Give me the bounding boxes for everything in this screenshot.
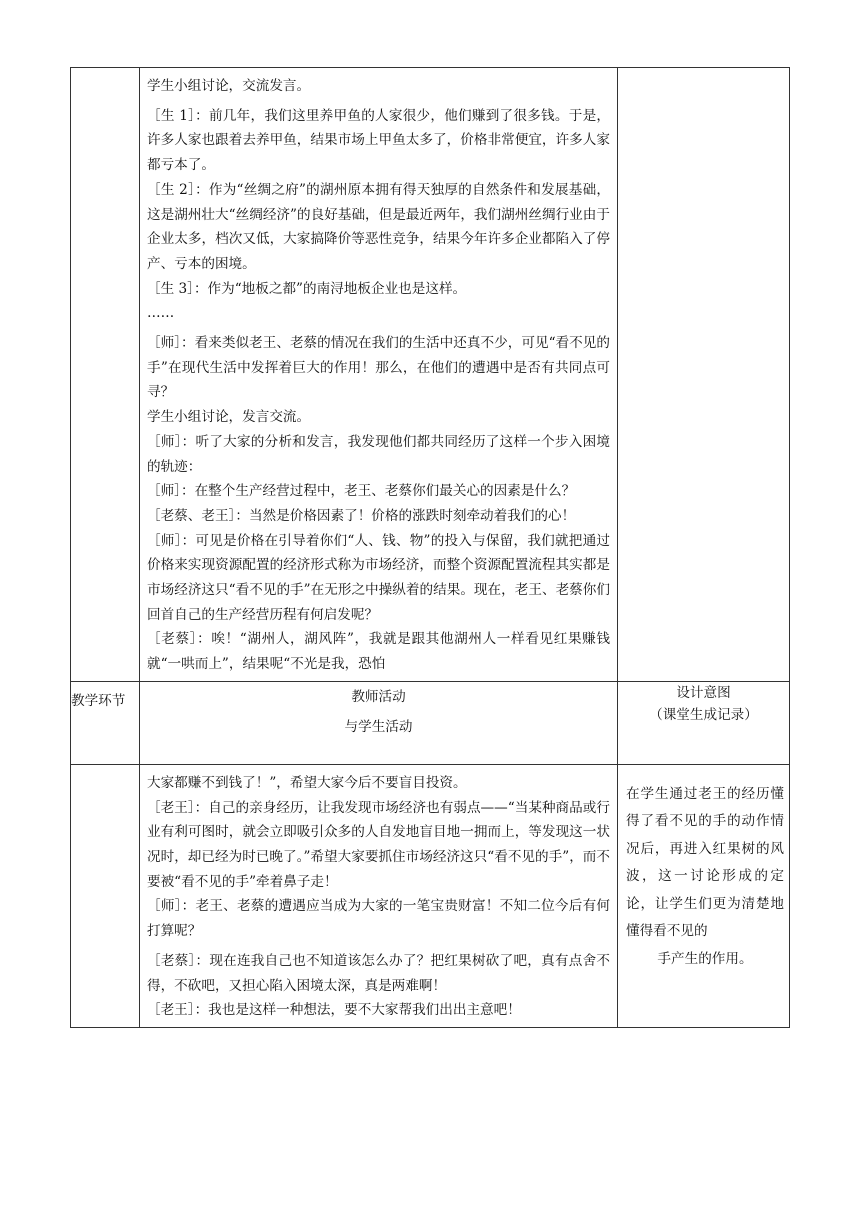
design-note	[618, 765, 789, 978]
paragraph: 学生小组讨论，交流发言。	[147, 78, 311, 94]
header-design	[618, 681, 790, 764]
activity-text	[140, 765, 617, 1027]
paragraph: ［老王］：我也是这样一种想法，要不大家帮我们出出主意吧！	[147, 1002, 521, 1019]
paragraph: ［生 2］：作为“丝绸之府”的湖州原本拥有得天独厚的自然条件和发展基础，这是湖州壮大“丝绸经济”的良好基础，但是最近两年，我们湖州丝绸行业由于企业太多，档次又低，大家搞降价等恶性竞争，结果今年许多企业都陷入了停产、亏本的困境。	[147, 181, 610, 272]
paragraph: ［老蔡］：唉！“湖州人，湖风阵”，我就是跟其他湖州人一样看见红果赚钱就“一哄而上”，结果呢“不光是我，恐怕	[147, 631, 610, 673]
paragraph: ［师］：可见是价格在引导着你们“人、钱、物”的投入与保留，我们就把通过价格来实现资源配置的经济形式称为市场经济，而整个资源配置流程其实都是市场经济这只“看不见的手”在无形之中操纵着的结果。现在，老王、老蔡你们回首自己的生产经营历程有何启发呢？	[147, 532, 610, 623]
paragraph: ［老蔡］：现在连我自己也不知道该怎么办了？把红果树砍了吧，真有点舍不得，不砍吧，又担心陷入困境太深，真是两难啊！	[147, 952, 610, 994]
continuation-row	[71, 68, 790, 682]
lesson-plan-table	[70, 67, 790, 1028]
paragraph: ［生 1］：前几年，我们这里养甲鱼的人家很少，他们赚到了很多钱。于是，许多人家也跟着去养甲鱼，结果市场上甲鱼太多了，价格非常便宜，许多人家都亏本了。	[147, 107, 610, 174]
design-note-last-line: 手产生的作用。	[657, 950, 753, 967]
header-activity	[140, 681, 618, 764]
header-activity-line2: 与学生活动	[344, 718, 413, 735]
header-design-line2: （课堂生成记录）	[649, 706, 758, 723]
paragraph: ［老蔡、老王］：当然是价格因素了！价格的涨跌时刻牵动着我们的心！	[147, 507, 576, 524]
section-cell-empty	[71, 68, 140, 682]
section-cell-empty	[71, 764, 140, 1027]
header-design-line1: 设计意图	[676, 684, 731, 701]
activity-cell	[140, 764, 618, 1027]
paragraph: ［师］：在整个生产经营过程中，老王、老蔡你们最关心的因素是什么？	[147, 483, 576, 500]
design-note-text: 在学生通过老王的经历懂得了看不见的手的动作情况后，再进入红果树的风波，这一讨论形成的定论，让学生们更为清楚地懂得看不见的	[626, 785, 784, 940]
content-row	[71, 764, 790, 1027]
design-cell	[618, 764, 790, 1027]
design-cell-empty	[618, 68, 790, 682]
paragraph: ［老王］：自己的亲身经历，让我发现市场经济也有弱点——“当某种商品或行业有利可图时，就会立即吸引众多的人自发地盲目地一拥而上，等发现这一状况时，却已经为时已晚了。”希望大家要抓住市场经济这只“看不见的手”，而不要被“看不见的手”牵着鼻子走！	[147, 799, 610, 890]
header-row	[71, 681, 790, 764]
paragraph: 学生小组讨论，发言交流。	[147, 409, 311, 426]
paragraph: ……	[147, 305, 175, 322]
header-section: 教学环节	[71, 681, 140, 764]
activity-cell	[140, 68, 618, 682]
paragraph: ［师］：老王、老蔡的遭遇应当成为大家的一笔宝贵财富！不知二位今后有何打算呢？	[147, 898, 610, 940]
paragraph: 大家都赚不到钱了！”，希望大家今后不要盲目投资。	[147, 774, 467, 791]
paragraph: ［生 3］：作为“地板之都”的南浔地板企业也是这样。	[147, 280, 467, 297]
activity-text	[140, 68, 617, 681]
paragraph: ［师］：看来类似老王、老蔡的情况在我们的生活中还真不少，可见“看不见的手”在现代生活中发挥着巨大的作用！那么，在他们的遭遇中是否有共同点可寻？	[147, 335, 610, 401]
paragraph: ［师］：听了大家的分析和发言，我发现他们都共同经历了这样一个步入困境的轨迹：	[147, 433, 610, 475]
header-activity-line1: 教师活动	[351, 688, 406, 705]
